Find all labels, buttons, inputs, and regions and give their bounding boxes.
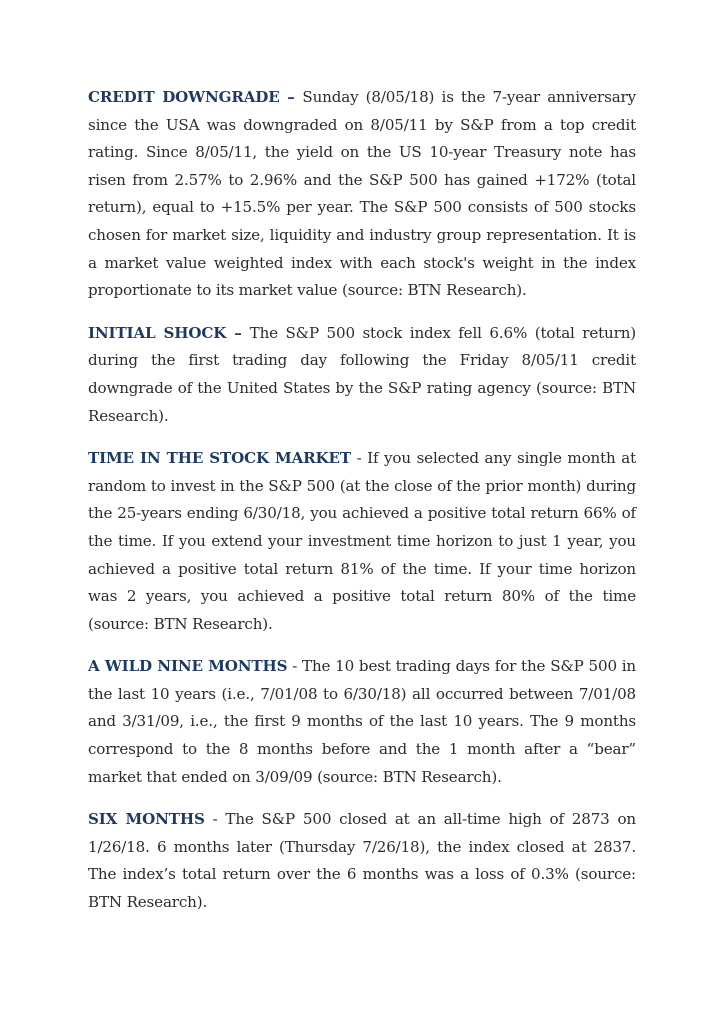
section-body: The S&P 500 closed at an all-time high of 2873 on 1/26/18. 6 months later (Thursday 7/26/18), the index closed at 2837. The index’s total return over the 6 months was a loss of 0.3% (source: BTN Research). xyxy=(88,810,636,912)
section-heading: SIX MONTHS xyxy=(88,810,205,829)
section-heading: CREDIT DOWNGRADE xyxy=(88,88,280,106)
section-body: The 10 best trading days for the S&P 500 in the last 10 years (i.e., 7/01/08 to 6/30/18) all occurred between 7/01/08 and 3/31/09, i.e., the first 9 months of the last 10 years. The 9 months correspond to the 8 months before and the 1 month after a “bear” market that ended on 3/09/09 (source: BTN Research). xyxy=(88,657,637,786)
section-credit-downgrade xyxy=(88,84,636,305)
heading-separator: - xyxy=(350,449,368,468)
heading-separator: - xyxy=(287,657,303,676)
section-heading: INITIAL SHOCK xyxy=(88,323,227,342)
section-body: If you selected any single month at random to invest in the S&P 500 (at the close of the prior month) during the 25-years ending 6/30/18, you achieved a positive total return 66% of the time. If you extend your investment time horizon to just 1 year, you achieved a positive total return 81% of the time. If your time horizon was 2 years, you achieved a positive total return 80% of the time (source: BTN Research). xyxy=(88,449,636,633)
document-page xyxy=(88,84,636,932)
section-time-in-the-stock-market xyxy=(88,445,636,638)
section-body: Sunday (8/05/18) is the 7-year anniversary since the USA was downgraded on 8/05/11 by S&P from a top credit rating. Since 8/05/11, the yield on the US 10-year Treasury note has risen from 2.57% to 2.96% and the S&P 500 has gained +172% (total return), equal to +15.5% per year. The S&P 500 consists of 500 stocks chosen for market size, liquidity and industry group representation. It is a market value weighted index with each stock's weight in the index proportionate to its market value (source: BTN Research). xyxy=(88,88,636,300)
section-heading: TIME IN THE STOCK MARKET xyxy=(88,449,351,468)
section-initial-shock xyxy=(88,320,636,430)
section-a-wild-nine-months xyxy=(88,653,636,791)
heading-separator: - xyxy=(204,810,226,829)
section-six-months xyxy=(88,806,636,916)
heading-separator: – xyxy=(226,323,250,342)
heading-separator: – xyxy=(279,88,303,106)
section-body: The S&P 500 stock index fell 6.6% (total return) during the first trading day following the Friday 8/05/11 credit downgrade of the United States by the S&P rating agency (source: BTN Research). xyxy=(88,323,637,425)
section-heading: A WILD NINE MONTHS xyxy=(88,657,288,676)
